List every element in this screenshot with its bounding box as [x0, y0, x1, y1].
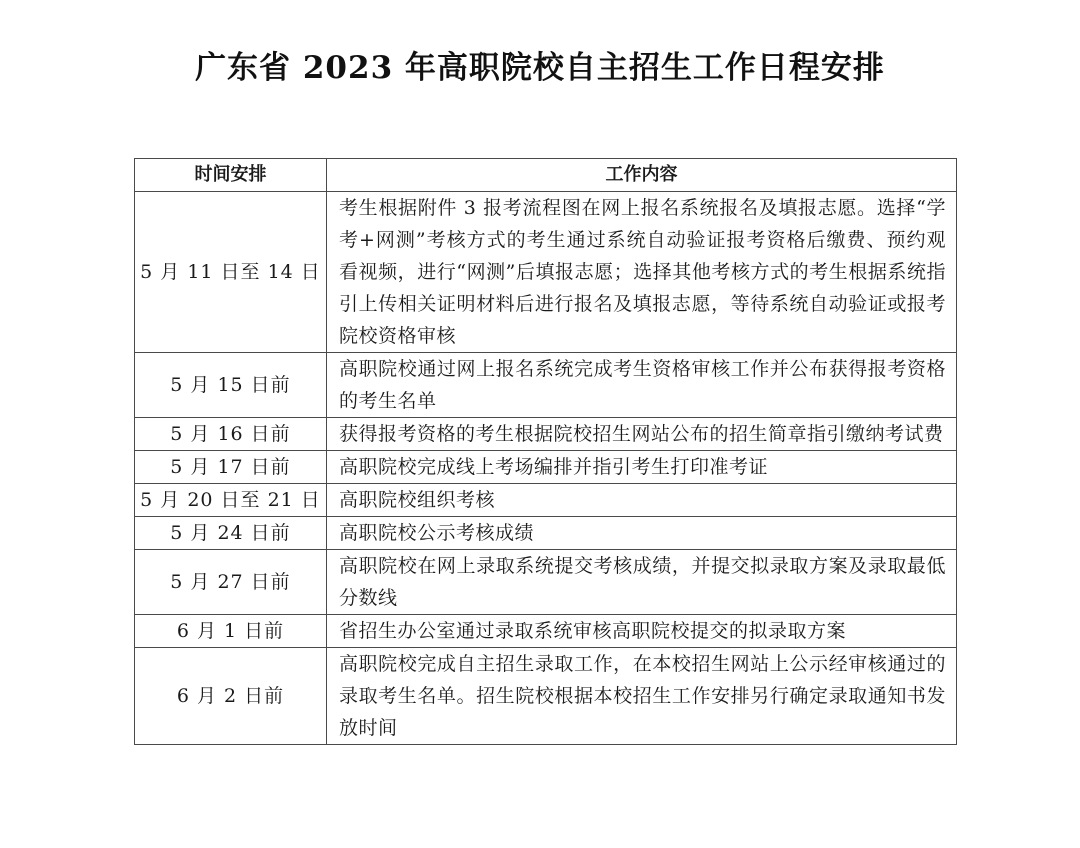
time-cell: 5 月 15 日前: [135, 353, 327, 418]
work-cell: 高职院校通过网上报名系统完成考生资格审核工作并公布获得报考资格的考生名单: [327, 353, 957, 418]
time-cell: 6 月 2 日前: [135, 648, 327, 745]
work-cell: 高职院校公示考核成绩: [327, 517, 957, 550]
work-cell: 高职院校完成自主招生录取工作，在本校招生网站上公示经审核通过的录取考生名单。招生院校根据本校招生工作安排另行确定录取通知书发放时间: [327, 648, 957, 745]
time-cell: 6 月 1 日前: [135, 615, 327, 648]
time-cell: 5 月 17 日前: [135, 451, 327, 484]
work-cell: 获得报考资格的考生根据院校招生网站公布的招生简章指引缴纳考试费: [327, 418, 957, 451]
work-cell: 高职院校完成线上考场编排并指引考生打印准考证: [327, 451, 957, 484]
work-cell: 高职院校在网上录取系统提交考核成绩，并提交拟录取方案及录取最低分数线: [327, 550, 957, 615]
header-work: 工作内容: [327, 159, 957, 192]
table-body: [135, 192, 957, 745]
work-cell: 高职院校组织考核: [327, 484, 957, 517]
header-row: [135, 159, 957, 192]
table-row: [135, 418, 957, 451]
table-row: [135, 451, 957, 484]
document-title: 广东省 2023 年高职院校自主招生工作日程安排: [195, 50, 885, 86]
time-cell: 5 月 11 日至 14 日: [135, 192, 327, 353]
table-header: [135, 159, 957, 192]
table-row: [135, 517, 957, 550]
table-row: [135, 615, 957, 648]
time-cell: 5 月 24 日前: [135, 517, 327, 550]
schedule-table: [134, 158, 957, 745]
work-cell: 考生根据附件 3 报考流程图在网上报名系统报名及填报志愿。选择“学考+网测”考核方式的考生通过系统自动验证报考资格后缴费、预约观看视频，进行“网测”后填报志愿；选择其他考核方式的考生根据系统指引上传相关证明材料后进行报名及填报志愿，等待系统自动验证或报考院校资格审核: [327, 192, 957, 353]
table-row: [135, 550, 957, 615]
header-time: 时间安排: [135, 159, 327, 192]
time-cell: 5 月 27 日前: [135, 550, 327, 615]
table-row: [135, 192, 957, 353]
work-cell: 省招生办公室通过录取系统审核高职院校提交的拟录取方案: [327, 615, 957, 648]
time-cell: 5 月 20 日至 21 日: [135, 484, 327, 517]
table-row: [135, 648, 957, 745]
table-row: [135, 484, 957, 517]
table-row: [135, 353, 957, 418]
time-cell: 5 月 16 日前: [135, 418, 327, 451]
